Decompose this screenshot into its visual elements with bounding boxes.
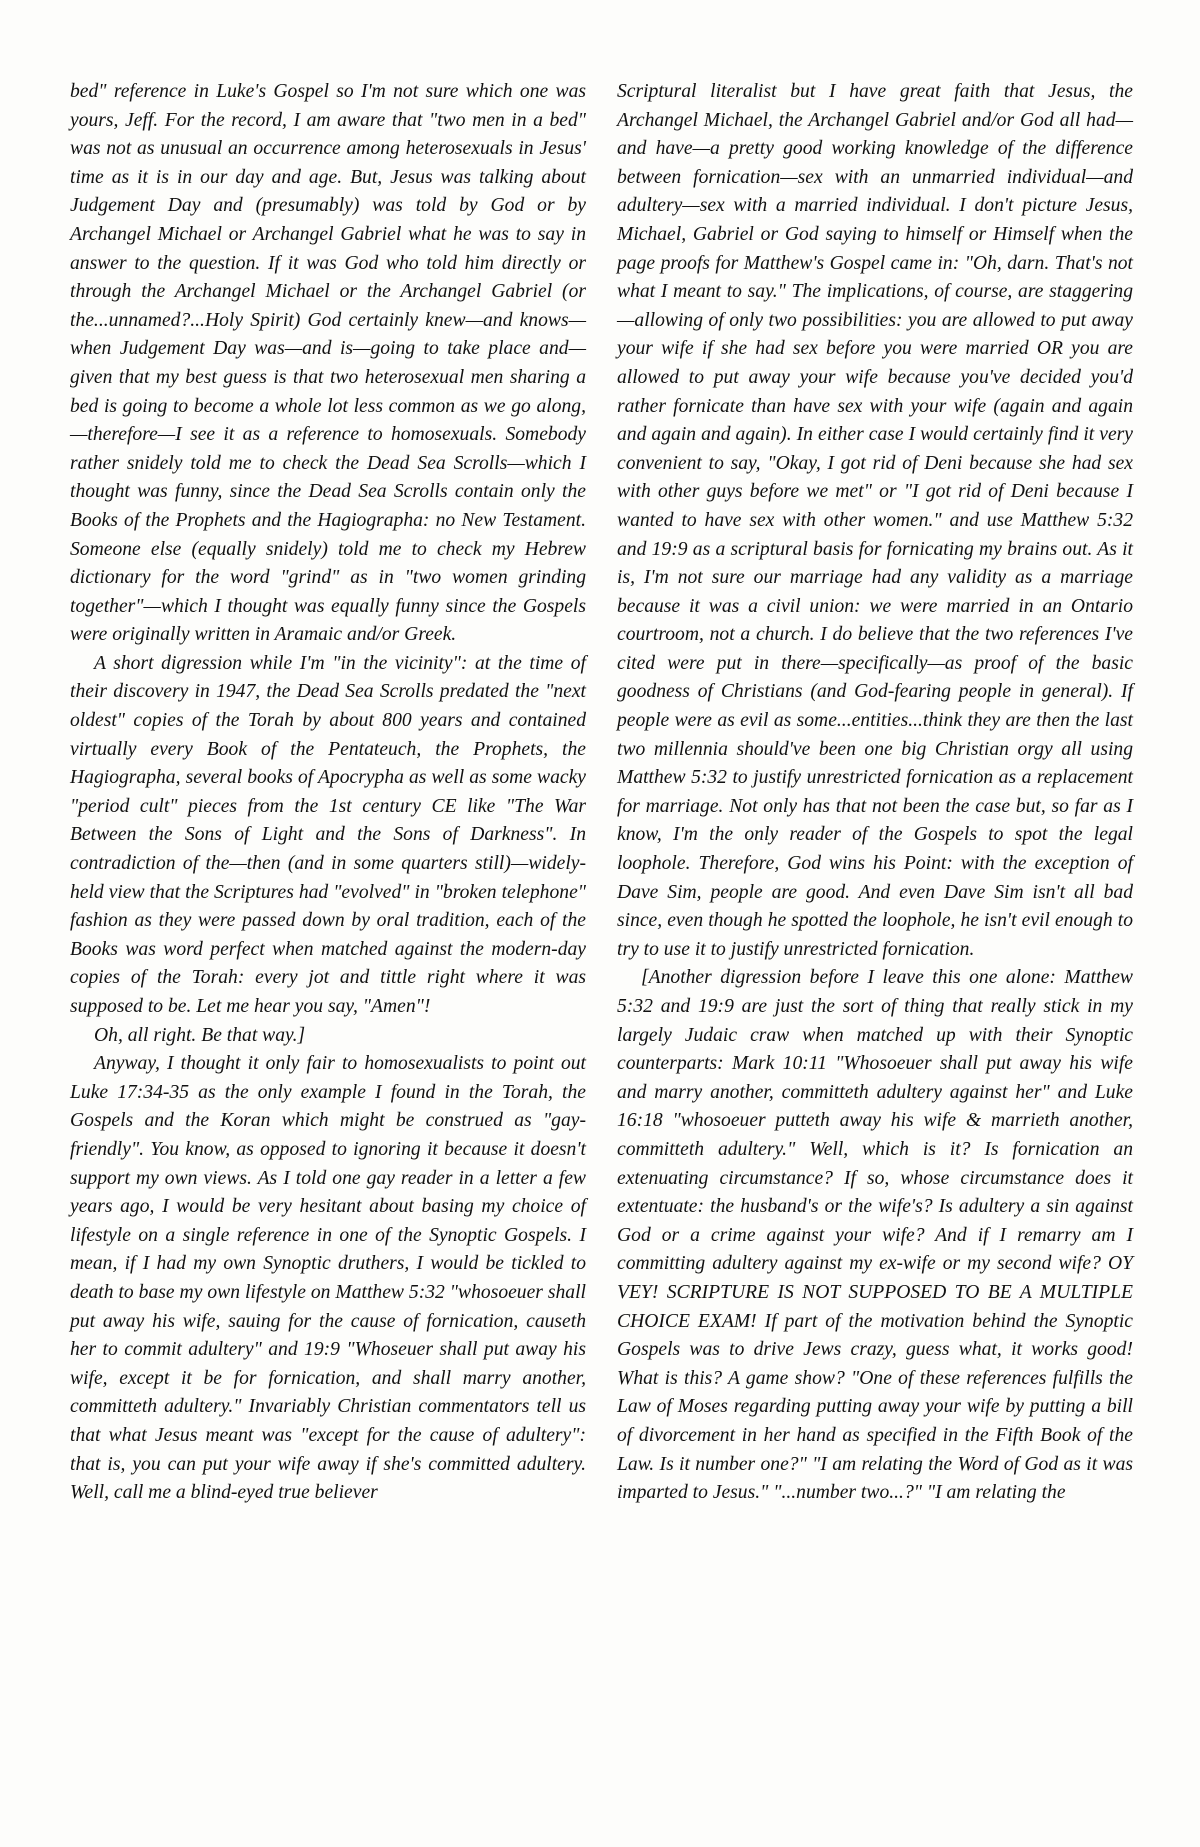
- paragraph: Scriptural literalist but I have great faith that Jesus, the Archangel Michael, the Archangel Gabriel and/or God all had—and have—a pretty good working knowledge of the difference between fornication—sex with an unmarried individual—and adultery—sex with a married individual. I don't picture Jesus, Michael, Gabriel or God saying to himself or Himself when the page proofs for Matthew's Gospel came in: "Oh, darn. That's not what I meant to say." The implications, of course, are staggering—allowing of only two possibilities: you are allowed to put away your wife if she had sex before you were married OR you are allowed to put away your wife because you've decided you'd rather fornicate than have sex with your wife (again and again and again and again). In either case I would certainly find it very convenient to say, "Okay, I got rid of Deni because she had sex with other guys before we met" or "I got rid of Deni because I wanted to have sex with other women." and use Matthew 5:32 and 19:9 as a scriptural basis for fornicating my brains out. As it is, I'm not sure our marriage had any validity as a marriage because it was a civil union: we were married in an Ontario courtroom, not a church. I do believe that the two references I've cited were put in there—specifically—as proof of the basic goodness of Christians (and God-fearing people in general). If people were as evil as some...entities...think they are then the last two millennia should've been one big Christian orgy all using Matthew 5:32 to justify unrestricted fornication as a replacement for marriage. Not only has that not been the case but, so far as I know, I'm the only reader of the Gospels to spot the legal loophole. Therefore, God wins his Point: with the exception of Dave Sim, people are good. And even Dave Sim isn't all bad since, even though he spotted the loophole, he isn't evil enough to try to use it to justify unrestricted fornication.: [617, 81, 1133, 960]
- paragraph: Oh, all right. Be that way.]: [94, 1024, 306, 1046]
- right-column: [617, 78, 1133, 1508]
- paragraph: [Another digression before I leave this one alone: Matthew 5:32 and 19:9 are just the sort of thing that really stick in my largely Judaic craw when matched up with their Synoptic counterparts: Mark 10:11 "Whosoeuer shall put away his wife and marry another, committeth adultery against her" and Luke 16:18 "whosoeuer putteth away his wife & marrieth another, committeth adultery." Well, which is it? Is fornication an extenuating circumstance? If so, whose circumstance does it extentuate: the husband's or the wife's? Is adultery a sin against God or a crime against your wife? And if I remarry am I committing adultery against my ex-wife or my second wife? OY VEY! SCRIPTURE IS NOT SUPPOSED TO BE A MULTIPLE CHOICE EXAM! If part of the motivation behind the Synoptic Gospels was to drive Jews crazy, guess what, it works good! What is this? A game show? "One of these references fulfills the Law of Moses regarding putting away your wife by putting a bill of divorcement in her hand as specified in the Fifth Book of the Law. Is it number one?" "I am relating the Word of God as it was imparted to Jesus." "...number two...?" "I am relating the: [617, 967, 1133, 1504]
- paragraph: A short digression while I'm "in the vicinity": at the time of their discovery in 1947, the Dead Sea Scrolls predated the "next oldest" copies of the Torah by about 800 years and contained virtually every Book of the Pentateuch, the Prophets, the Hagiographa, several books of Apocrypha as well as some wacky "period cult" pieces from the 1st century CE like "The War Between the Sons of Light and the Sons of Darkness". In contradiction of the—then (and in some quarters still)—widely-held view that the Scriptures had "evolved" in "broken telephone" fashion as they were passed down by oral tradition, each of the Books was word perfect when matched against the modern-day copies of the Torah: every jot and tittle right where it was supposed to be. Let me hear you say, "Amen"!: [70, 652, 586, 1017]
- paragraph: Anyway, I thought it only fair to homosexualists to point out Luke 17:34-35 as the only example I found in the Torah, the Gospels and the Koran which might be construed as "gay-friendly". You know, as opposed to ignoring it because it doesn't support my own views. As I told one gay reader in a letter a few years ago, I would be very hesitant about basing my choice of lifestyle on a single reference in one of the Synoptic Gospels. I mean, if I had my own Synoptic druthers, I would be tickled to death to base my own lifestyle on Matthew 5:32 "whosoeuer shall put away his wife, sauing for the cause of fornication, causeth her to commit adultery" and 19:9 "Whoseuer shall put away his wife, except it be for fornication, and shall marry another, committeth adultery." Invariably Christian commentators tell us that what Jesus meant was "except for the cause of adultery": that is, you can put your wife away if she's committed adultery. Well, call me a blind-eyed true believer: [70, 1053, 586, 1504]
- paragraph: bed" reference in Luke's Gospel so I'm not sure which one was yours, Jeff. For the record, I am aware that "two men in a bed" was not as unusual an occurrence among heterosexuals in Jesus' time as it is in our day and age. But, Jesus was talking about Judgement Day and (presumably) was told by God or by Archangel Michael or Archangel Gabriel what he was to say in answer to the question. If it was God who told him directly or through the Archangel Michael or the Archangel Gabriel (or the...unnamed?...Holy Spirit) God certainly knew—and knows—when Judgement Day was—and is—going to take place and—given that my best guess is that two heterosexual men sharing a bed is going to become a whole lot less common as we go along,—therefore—I see it as a reference to homosexuals. Somebody rather snidely told me to check the Dead Sea Scrolls—which I thought was funny, since the Dead Sea Scrolls contain only the Books of the Prophets and the Hagiographa: no New Testament. Someone else (equally snidely) told me to check my Hebrew dictionary for the word "grind" as in "two women grinding together"—which I thought was equally funny since the Gospels were originally written in Aramaic and/or Greek.: [70, 81, 586, 646]
- left-column: [70, 78, 586, 1508]
